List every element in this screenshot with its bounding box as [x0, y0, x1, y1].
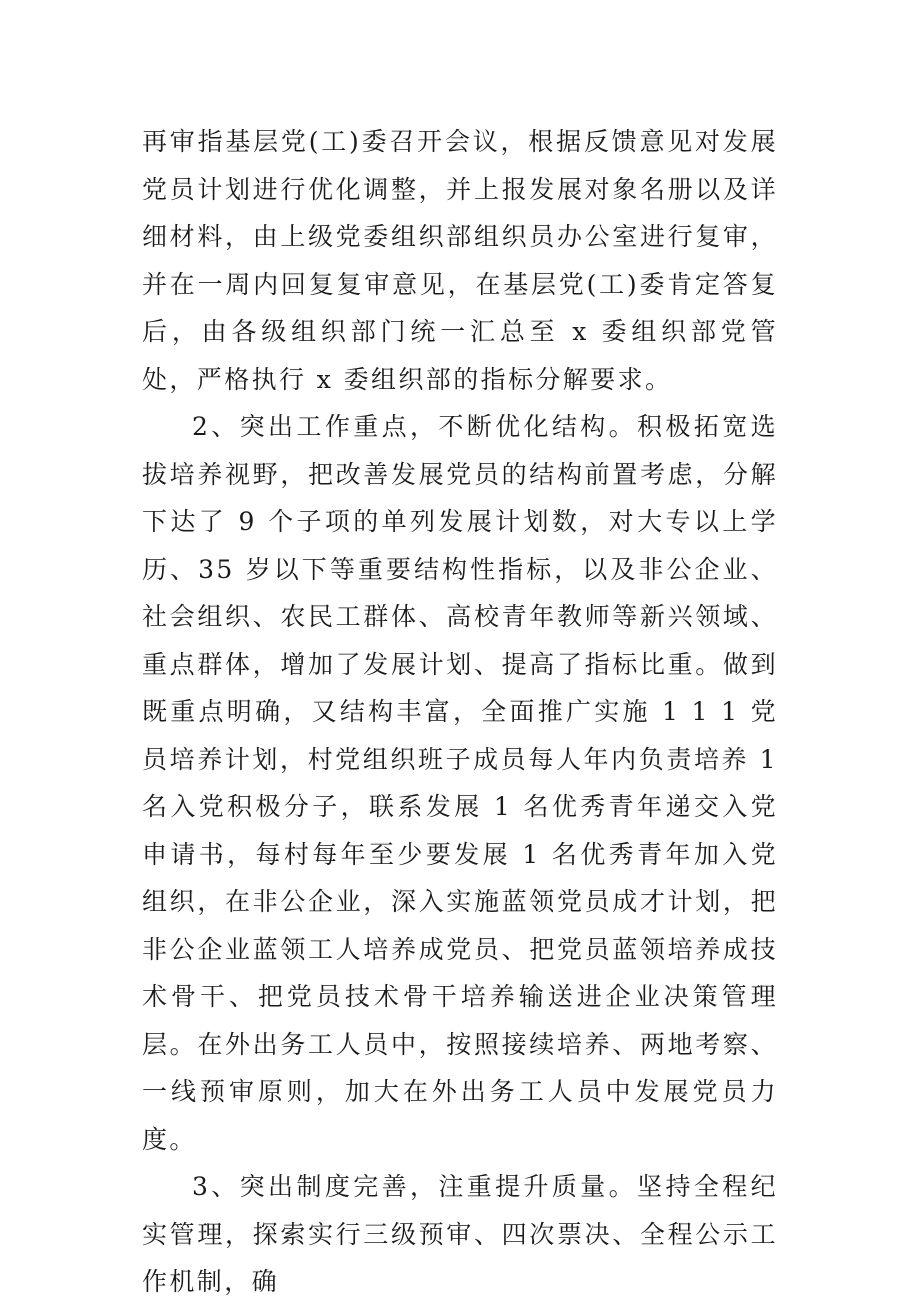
paragraph-optimize-structure: 2、突出工作重点，不断优化结构。积极拓宽选拔培养视野，把改善发展党员的结构前置考虑，分解下达了 9 个子项的单列发展计划数，对大专以上学历、35 岁以下等重要结构性指标，以及非公企业、社会组织、农民工群体、高校青年教师等新兴领域、重点群体，增加了发展计划、提高了指标比重。做到既重点明确，又结构丰富，全面推广实施 1 1 1 党员培养计划，村党组织班子成员每人年内负责培养 1 名入党积极分子，联系发展 1 名优秀青年递交入党申请书，每村每年至少要发展 1 名优秀青年加入党组织，在非公企业，深入实施蓝领党员成才计划，把非公企业蓝领工人培养成党员、把党员蓝领培养成技术骨干、把党员技术骨干培养输送进企业决策管理层。在外出务工人员中，按照接续培养、两地考察、一线预审原则，加大在外出务工人员中发展党员力度。: [142, 412, 778, 1154]
paragraph-review-process: 再审指基层党(工)委召开会议，根据反馈意见对发展党员计划进行优化调整，并上报发展对象名册以及详细材料，由上级党委组织部组织员办公室进行复审，并在一周内回复复审意见，在基层党(工)委肯定答复后，由各级组织部门统一汇总至 x 委组织部党管处，严格执行 x 委组织部的指标分解要求。: [142, 127, 778, 394]
document-page: [142, 118, 778, 1306]
paragraph-improve-quality: 3、突出制度完善，注重提升质量。坚持全程纪实管理，探索实行三级预审、四次票决、全程公示工作机制，确: [142, 1172, 778, 1296]
